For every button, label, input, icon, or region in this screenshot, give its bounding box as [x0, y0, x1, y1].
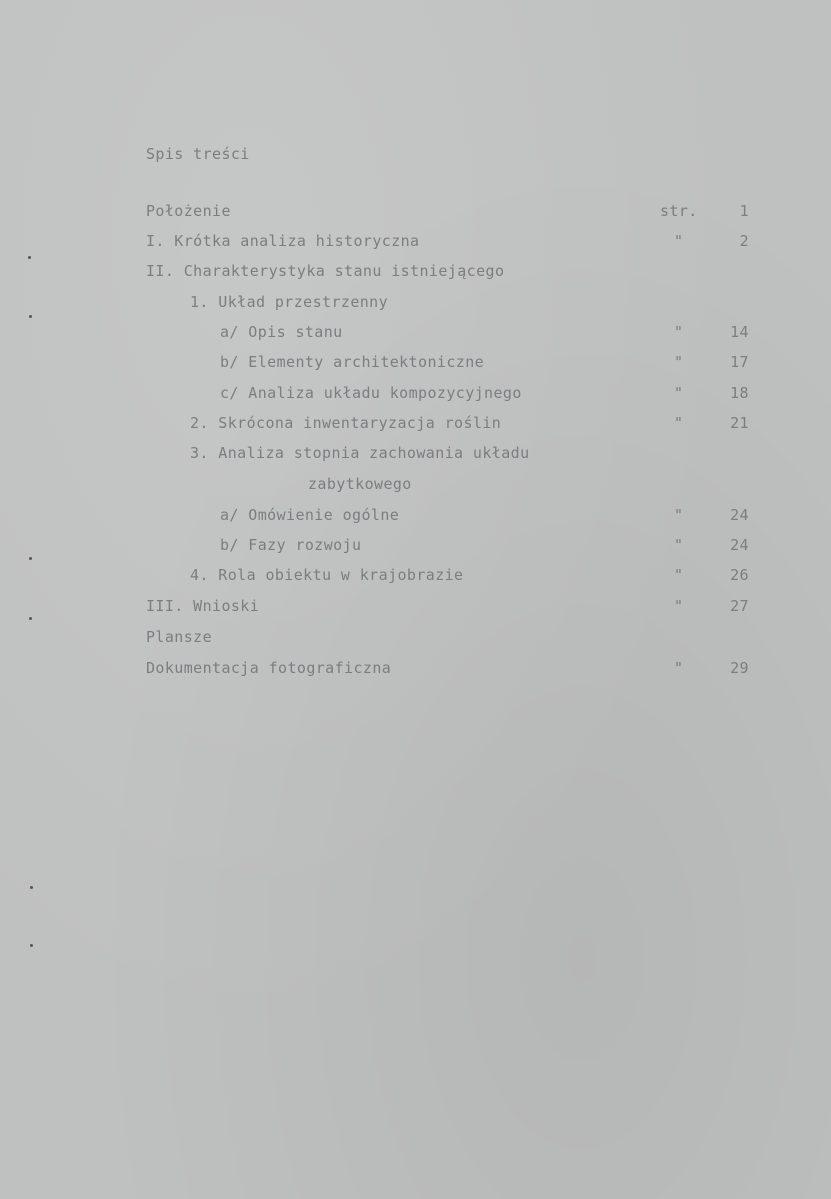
entry-label: zabytkowego [308, 475, 412, 493]
binding-hole-mark [29, 617, 32, 620]
toc-entry [0, 475, 831, 495]
entry-label: Dokumentacja fotograficzna [146, 659, 392, 677]
toc-entry [0, 628, 831, 648]
entry-label: b/ Elementy architektoniczne [220, 353, 485, 371]
toc-entry [0, 659, 831, 679]
toc-entry [0, 262, 831, 282]
toc-entry [0, 232, 831, 252]
entry-page-number: 29 [730, 659, 749, 677]
ditto-mark: " [674, 384, 684, 402]
entry-page-number: 17 [730, 353, 749, 371]
toc-entry [0, 353, 831, 373]
entry-label: 1. Układ przestrzenny [190, 293, 389, 311]
entry-page-number: 18 [730, 384, 749, 402]
entry-page-number: 14 [730, 323, 749, 341]
ditto-mark: " [674, 506, 684, 524]
binding-hole-mark [30, 886, 33, 889]
ditto-mark: " [674, 414, 684, 432]
entry-label: a/ Omówienie ogólne [220, 506, 400, 524]
entry-page-number: 24 [730, 536, 749, 554]
entry-label: Plansze [146, 628, 213, 646]
ditto-mark: " [674, 353, 684, 371]
entry-label: c/ Analiza układu kompozycyjnego [220, 384, 522, 402]
toc-entry [0, 293, 831, 313]
entry-page-number: 1 [739, 202, 749, 220]
page-column-header: str. [660, 202, 698, 220]
toc-entry [0, 202, 831, 222]
ditto-mark: " [674, 323, 684, 341]
toc-entry [0, 323, 831, 343]
entry-page-number: 24 [730, 506, 749, 524]
toc-entry [0, 444, 831, 464]
toc-entry [0, 597, 831, 617]
binding-hole-mark [29, 315, 32, 318]
ditto-mark: " [674, 566, 684, 584]
toc-entry [0, 384, 831, 404]
binding-hole-mark [30, 944, 33, 947]
entry-label: II. Charakterystyka stanu istniejącego [146, 262, 505, 280]
entry-label: 2. Skrócona inwentaryzacja roślin [190, 414, 502, 432]
ditto-mark: " [674, 232, 684, 250]
entry-label: 4. Rola obiektu w krajobrazie [190, 566, 464, 584]
ditto-mark: " [674, 659, 684, 677]
entry-label: I. Krótka analiza historyczna [146, 232, 420, 250]
toc-entry [0, 566, 831, 586]
toc-entry [0, 506, 831, 526]
ditto-mark: " [674, 597, 684, 615]
binding-hole-mark [28, 256, 31, 259]
toc-entry [0, 536, 831, 556]
entry-label: 3. Analiza stopnia zachowania układu [190, 444, 530, 462]
entry-label: a/ Opis stanu [220, 323, 343, 341]
document-title: Spis treści [146, 145, 250, 163]
entry-label: Położenie [146, 202, 231, 220]
binding-hole-mark [29, 557, 32, 560]
entry-page-number: 26 [730, 566, 749, 584]
entry-page-number: 27 [730, 597, 749, 615]
entry-label: III. Wnioski [146, 597, 260, 615]
entry-page-number: 2 [739, 232, 749, 250]
ditto-mark: " [674, 536, 684, 554]
toc-entry [0, 414, 831, 434]
entry-page-number: 21 [730, 414, 749, 432]
entry-label: b/ Fazy rozwoju [220, 536, 362, 554]
